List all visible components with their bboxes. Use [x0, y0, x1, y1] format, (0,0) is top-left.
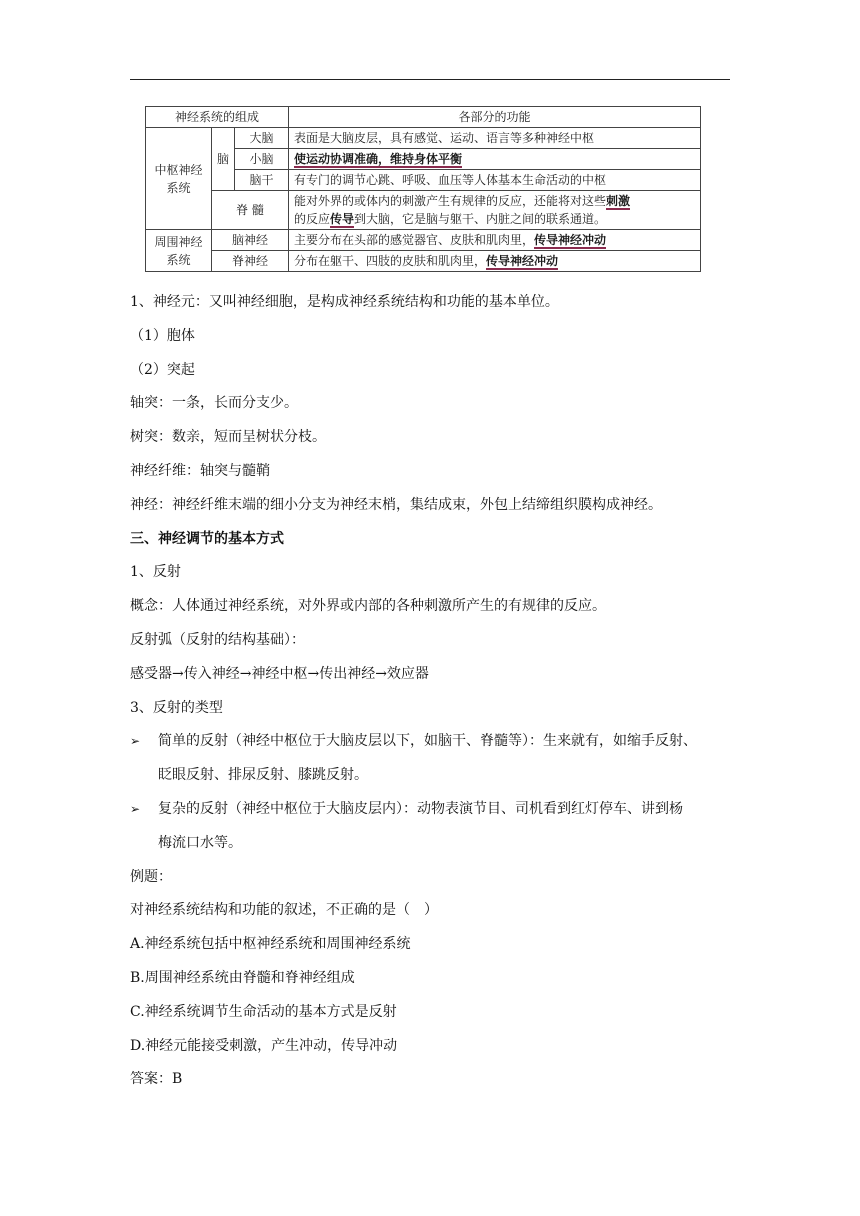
spinal-nerve-func-highlight: 传导神经冲动: [486, 254, 559, 268]
bullet-text: 简单的反射（神经中枢位于大脑皮层以下，如脑干、脊髓等）：生来就有，如缩手反射、: [158, 733, 697, 750]
spinal-func-highlight-conduct: 传导: [330, 212, 355, 226]
bullet-item: [130, 799, 740, 833]
spinal-func-text-e: 到大脑，它是脑与躯干、内脏之间的联系通道。: [354, 212, 607, 226]
paragraph: 神经纤维：轴突与髓鞘: [130, 462, 270, 479]
cerebrum-function: 表面是大脑皮层，具有感觉、运动、语言等多种神经中枢: [289, 128, 701, 149]
bullet-continuation: 梅流口水等。: [158, 834, 242, 851]
spinal-nerve-cell: 脊神经: [212, 251, 289, 272]
paragraph: （1）胞体: [130, 327, 195, 344]
table-header-row: [146, 107, 701, 128]
option-b: B.周围神经系统由脊髓和脊神经组成: [130, 969, 355, 986]
section-heading: 三、神经调节的基本方式: [130, 530, 284, 547]
header-rule: [130, 79, 730, 80]
central-nervous-system-cell: 中枢神经系统: [146, 128, 212, 230]
bullet-item: [130, 731, 740, 765]
table-header-function: 各部分的功能: [289, 107, 701, 128]
cranial-func-text: 主要分布在头部的感觉器官、皮肤和肌肉里，: [294, 233, 535, 247]
paragraph: 例题：: [130, 868, 172, 885]
brainstem-cell: 脑干: [235, 170, 289, 191]
nervous-system-table: [145, 106, 701, 272]
paragraph: 感受器→传入神经→神经中枢→传出神经→效应器: [130, 665, 429, 682]
cerebellum-cell: 小脑: [235, 149, 289, 170]
table-header-composition: 神经系统的组成: [146, 107, 289, 128]
brain-cell: 脑: [212, 128, 235, 191]
option-d: D.神经元能接受刺激，产生冲动，传导冲动: [130, 1037, 398, 1054]
paragraph: 1、反射: [130, 564, 181, 581]
peripheral-nervous-system-cell: 周围神经系统: [146, 230, 212, 272]
brainstem-function: 有专门的调节心跳、呼吸、血压等人体基本生命活动的中枢: [289, 170, 701, 191]
cerebrum-cell: 大脑: [235, 128, 289, 149]
table-row: [146, 191, 701, 230]
table-row: [146, 128, 701, 149]
cranial-nerve-cell: 脑神经: [212, 230, 289, 251]
option-a: A.神经系统包括中枢神经系统和周围神经系统: [130, 936, 411, 953]
paragraph: 神经：神经纤维末端的细小分支为神经末梢，集结成束，外包上结缔组织膜构成神经。: [130, 496, 662, 513]
bullet-arrow-icon: ➢: [130, 801, 141, 816]
paragraph: 1、神经元：又叫神经细胞，是构成神经系统结构和功能的基本单位。: [130, 294, 559, 310]
spinal-func-text-c: 的反应: [294, 212, 331, 226]
document-body: [130, 292, 740, 1103]
paragraph: 3、反射的类型: [130, 699, 223, 716]
answer: 答案：B: [130, 1071, 183, 1088]
question-stem: 对神经系统结构和功能的叙述，不正确的是（ ）: [130, 902, 438, 919]
table-row: [146, 230, 701, 251]
bullet-arrow-icon: ➢: [130, 734, 141, 749]
spinal-nerve-func-text: 分布在躯干、四肢的皮肤和肌肉里，: [294, 254, 487, 268]
bullet-continuation: 眨眼反射、排尿反射、膝跳反射。: [158, 767, 368, 784]
paragraph: 树突：数亲，短而呈树状分枝。: [130, 429, 326, 446]
spinal-func-text-a: 能对外界的或体内的刺激产生有规律的反应，还能将对这些: [294, 194, 607, 208]
cerebellum-function: [289, 149, 701, 170]
spinal-cord-function: [289, 191, 701, 230]
cranial-func-highlight: 传导神经冲动: [534, 233, 607, 247]
paragraph: 轴突：一条，长而分支少。: [130, 395, 298, 412]
spinal-nerve-function: [289, 251, 701, 272]
spinal-cord-cell: 脊 髓: [212, 191, 289, 230]
cerebellum-function-highlight: 使运动协调准确，维持身体平衡: [294, 152, 463, 166]
spinal-func-highlight-stimulus: 刺激: [606, 194, 631, 208]
paragraph: （2）突起: [130, 361, 195, 378]
table-row: [146, 251, 701, 272]
paragraph: 概念：人体通过神经系统，对外界或内部的各种刺激所产生的有规律的反应。: [130, 598, 606, 615]
option-c: C.神经系统调节生命活动的基本方式是反射: [130, 1003, 397, 1020]
paragraph: 反射弧（反射的结构基础）：: [130, 631, 305, 648]
cranial-nerve-function: [289, 230, 701, 251]
bullet-text: 复杂的反射（神经中枢位于大脑皮层内）：动物表演节目、司机看到红灯停车、讲到杨: [158, 800, 683, 817]
